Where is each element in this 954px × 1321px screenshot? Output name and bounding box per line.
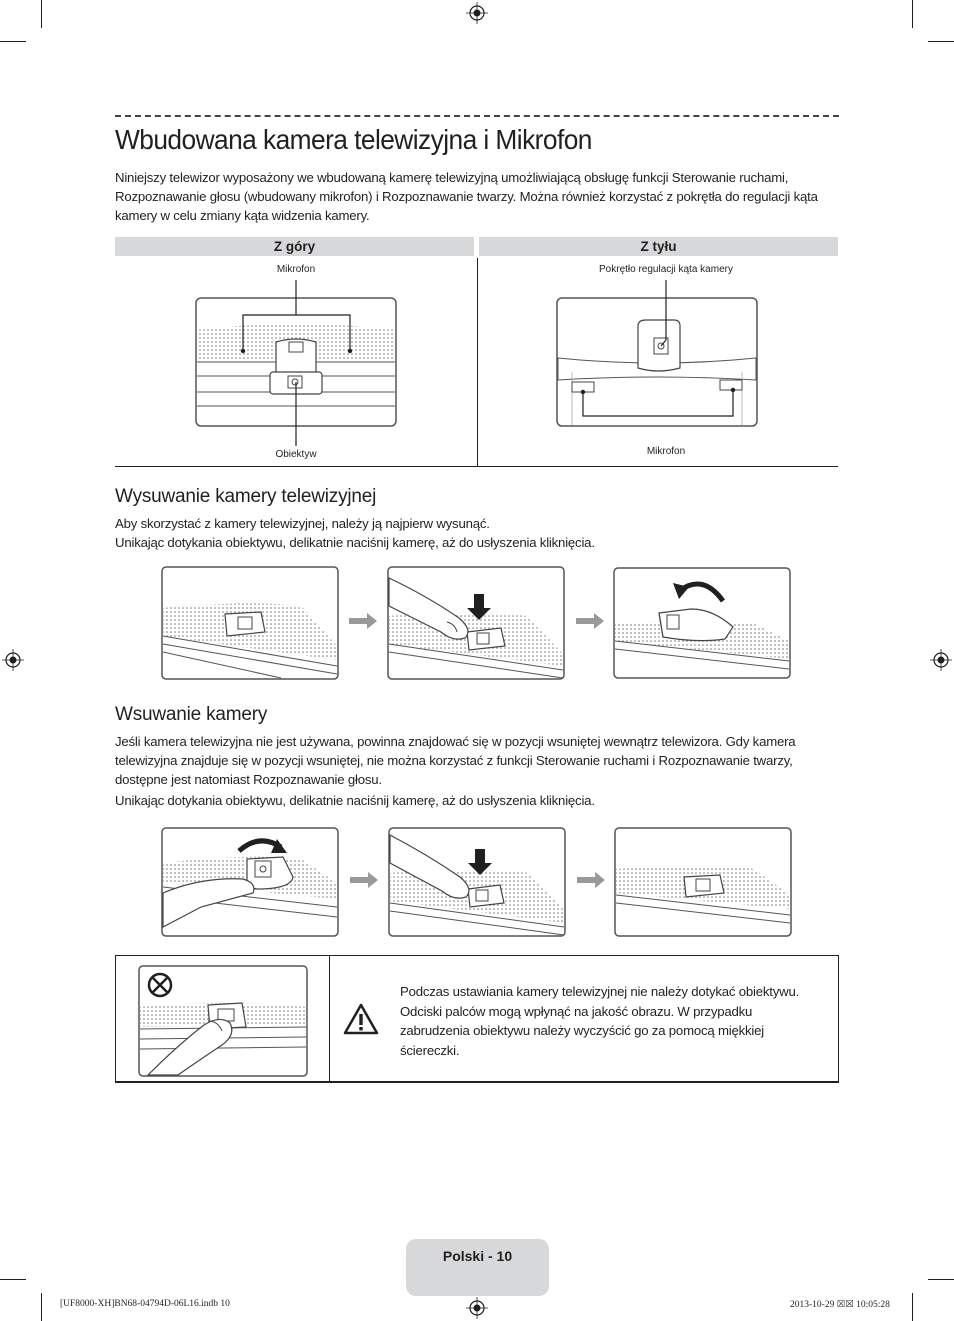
retract-paragraph-2: Unikając dotykania obiektywu, delikatnie naciśnij kamerę, aż do usłyszenia kliknięcia.	[115, 793, 595, 808]
crop-mark	[0, 41, 26, 42]
extend-step-3-illustration	[613, 567, 791, 679]
label-microphone-top: Mikrofon	[276, 264, 316, 275]
arrow-right-icon	[577, 872, 605, 888]
arrow-right-icon	[576, 613, 604, 629]
retract-step-3-illustration	[614, 827, 792, 937]
imprint-timestamp: 2013-10-29 ☒☒ 10:05:28	[790, 1300, 890, 1310]
column-heading-top-view: Z góry	[115, 237, 474, 256]
arrow-right-icon	[350, 872, 378, 888]
column-heading-rear-view: Z tyłu	[479, 237, 838, 256]
top-view-camera-illustration	[190, 280, 402, 450]
rear-view-camera-illustration	[552, 280, 764, 450]
extend-line-2: Unikając dotykania obiektywu, delikatnie naciśnij kamerę, aż do usłyszenia kliknięcia.	[115, 535, 595, 550]
registration-mark-icon	[930, 649, 952, 671]
registration-mark-icon	[466, 1297, 488, 1319]
label-angle-knob: Pokrętło regulacji kąta kamery	[599, 264, 733, 275]
extend-step-2-illustration	[387, 566, 565, 680]
arrow-right-icon	[349, 613, 377, 629]
crop-mark	[912, 0, 913, 28]
diagram-column-divider	[477, 258, 478, 467]
crop-mark	[928, 41, 954, 42]
crop-mark	[41, 1293, 42, 1321]
retract-paragraph-1: Jeśli kamera telewizyjna nie jest używana, powinna znajdować się w pozycji wsuniętej wewnątrz telewizora. Gdy kamera telewizyjna znajduje się w pozycji wsuniętej, nie można korzystać z funkcji Sterowanie ruchami i Rozpoznawanie twarzy, dostępne jest natomiast Rozpoznawanie głosu.	[115, 734, 796, 787]
section-heading-retract: Wsuwanie kamery	[115, 704, 268, 725]
extend-step-1-illustration	[161, 566, 339, 680]
retract-step-2-illustration	[388, 827, 566, 937]
imprint-file-info: [UF8000-XH]BN68-04794D-06L16.indb 10	[60, 1299, 230, 1309]
crop-mark	[928, 1279, 954, 1280]
registration-mark-icon	[466, 2, 488, 24]
diagram-bottom-rule	[115, 466, 838, 467]
do-not-touch-lens-illustration	[138, 965, 308, 1077]
intro-paragraph: Niniejszy telewizor wyposażony we wbudowaną kamerę telewizyjną umożliwiającą obsługę funkcji Sterowanie ruchami, Rozpoznawanie głosu (wbudowany mikrofon) i Rozpoznawanie twarzy. Można również korzystać z pokrętła do regulacji kąta kamery w celu zmiany kąta widzenia kamery.	[115, 170, 818, 223]
warning-box-divider	[329, 955, 330, 1081]
page-number-label: Polski - 10	[442, 1248, 513, 1264]
label-microphone-rear: Mikrofon	[646, 446, 686, 457]
crop-mark	[912, 1293, 913, 1321]
retract-step-1-illustration	[161, 827, 339, 937]
page-title: Wbudowana kamera telewizyjna i Mikrofon	[115, 124, 592, 155]
crop-mark	[0, 1279, 26, 1280]
extend-line-1: Aby skorzystać z kamery telewizyjnej, należy ją najpierw wysunąć.	[115, 516, 490, 531]
registration-mark-icon	[2, 649, 24, 671]
crop-mark	[41, 0, 42, 28]
label-lens: Obiektyw	[275, 449, 317, 460]
warning-text: Podczas ustawiania kamery telewizyjnej nie należy dotykać obiektywu. Odciski palców mogą wpłynąć na jakość obrazu. W przypadku zabrudzenia obiektywu należy wyczyścić go za pomocą miękkiej ściereczki.	[400, 984, 800, 1058]
section-heading-extend: Wysuwanie kamery telewizyjnej	[115, 486, 377, 507]
title-divider	[115, 115, 839, 117]
warning-triangle-icon	[343, 1003, 379, 1035]
